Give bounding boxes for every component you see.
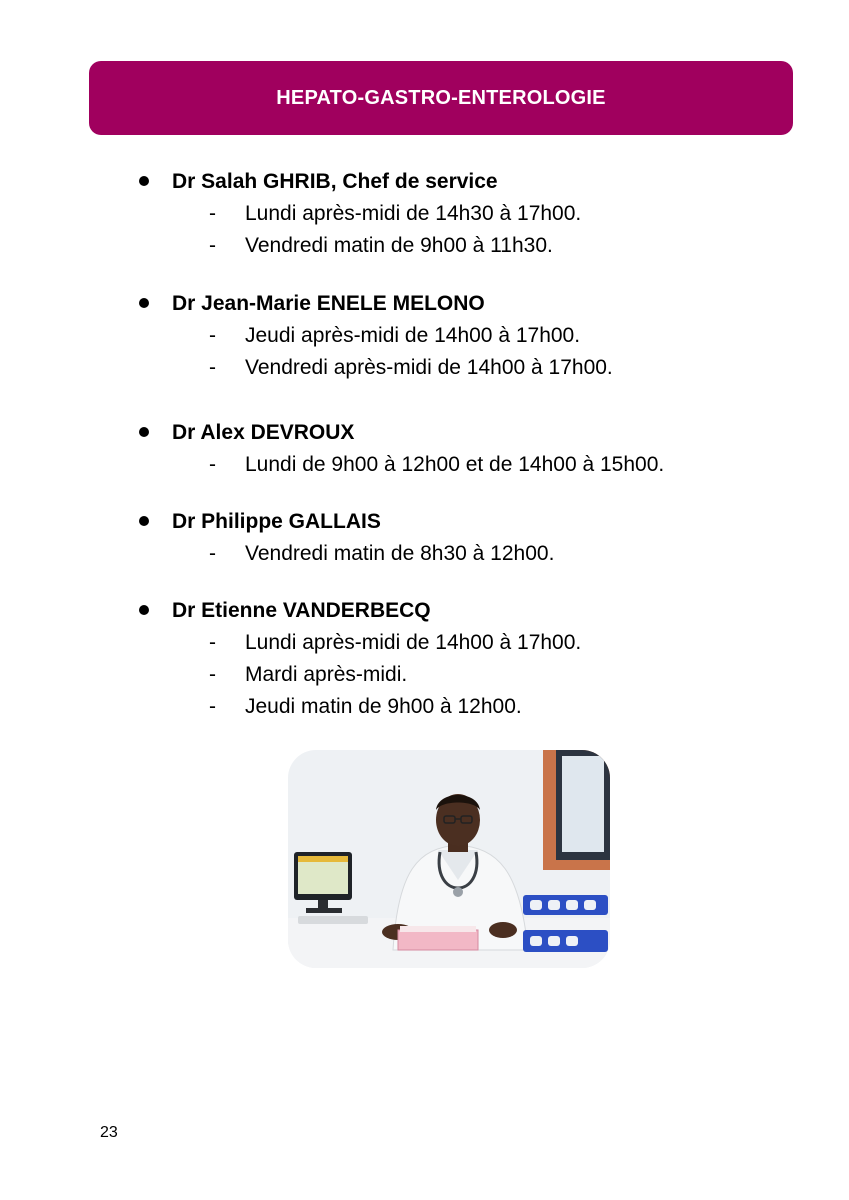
doctor-entry <box>0 288 849 384</box>
schedule-text: Vendredi matin de 8h30 à 12h00. <box>245 542 555 565</box>
dash-icon: - <box>209 356 216 379</box>
schedule-text: Jeudi matin de 9h00 à 12h00. <box>245 695 522 718</box>
schedule-text: Lundi après-midi de 14h30 à 17h00. <box>245 202 582 225</box>
doctor-name: Dr Philippe GALLAIS <box>172 510 381 533</box>
bullet-icon <box>139 427 149 437</box>
bullet-icon <box>139 605 149 615</box>
bullet-icon <box>139 516 149 526</box>
bullet-icon <box>139 298 149 308</box>
page-number: 23 <box>100 1124 118 1141</box>
schedule-text: Jeudi après-midi de 14h00 à 17h00. <box>245 324 581 347</box>
schedule-item <box>0 198 849 230</box>
schedule-item <box>0 538 849 570</box>
schedule-text: Vendredi après-midi de 14h00 à 17h00. <box>245 356 613 379</box>
doctor-entry <box>0 506 849 570</box>
schedule-item <box>0 352 849 384</box>
schedule-text: Mardi après-midi. <box>245 663 408 686</box>
dash-icon: - <box>209 202 216 225</box>
doctor-entry <box>0 166 849 262</box>
section-title: HEPATO-GASTRO-ENTEROLOGIE <box>276 86 606 109</box>
doctor-name: Dr Alex DEVROUX <box>172 421 355 444</box>
doctor-entry <box>0 595 849 723</box>
dash-icon: - <box>209 542 216 565</box>
schedule-item <box>0 659 849 691</box>
doctor-name: Dr Jean-Marie ENELE MELONO <box>172 292 485 315</box>
dash-icon: - <box>209 234 216 257</box>
dash-icon: - <box>209 453 216 476</box>
schedule-item <box>0 320 849 352</box>
dash-icon: - <box>209 663 216 686</box>
schedule-text: Lundi après-midi de 14h00 à 17h00. <box>245 631 582 654</box>
dash-icon: - <box>209 631 216 654</box>
doctor-photo <box>288 750 610 968</box>
schedule-item <box>0 691 849 723</box>
schedule-text: Vendredi matin de 9h00 à 11h30. <box>245 234 553 257</box>
doctor-photo-icon <box>288 750 610 968</box>
dash-icon: - <box>209 324 216 347</box>
bullet-icon <box>139 176 149 186</box>
schedule-text: Lundi de 9h00 à 12h00 et de 14h00 à 15h00. <box>245 453 665 476</box>
schedule-item <box>0 627 849 659</box>
dash-icon: - <box>209 695 216 718</box>
schedule-item <box>0 230 849 262</box>
doctor-name: Dr Etienne VANDERBECQ <box>172 599 431 622</box>
doctor-name: Dr Salah GHRIB, Chef de service <box>172 170 498 193</box>
doctor-entry <box>0 417 849 481</box>
schedule-item <box>0 449 849 481</box>
